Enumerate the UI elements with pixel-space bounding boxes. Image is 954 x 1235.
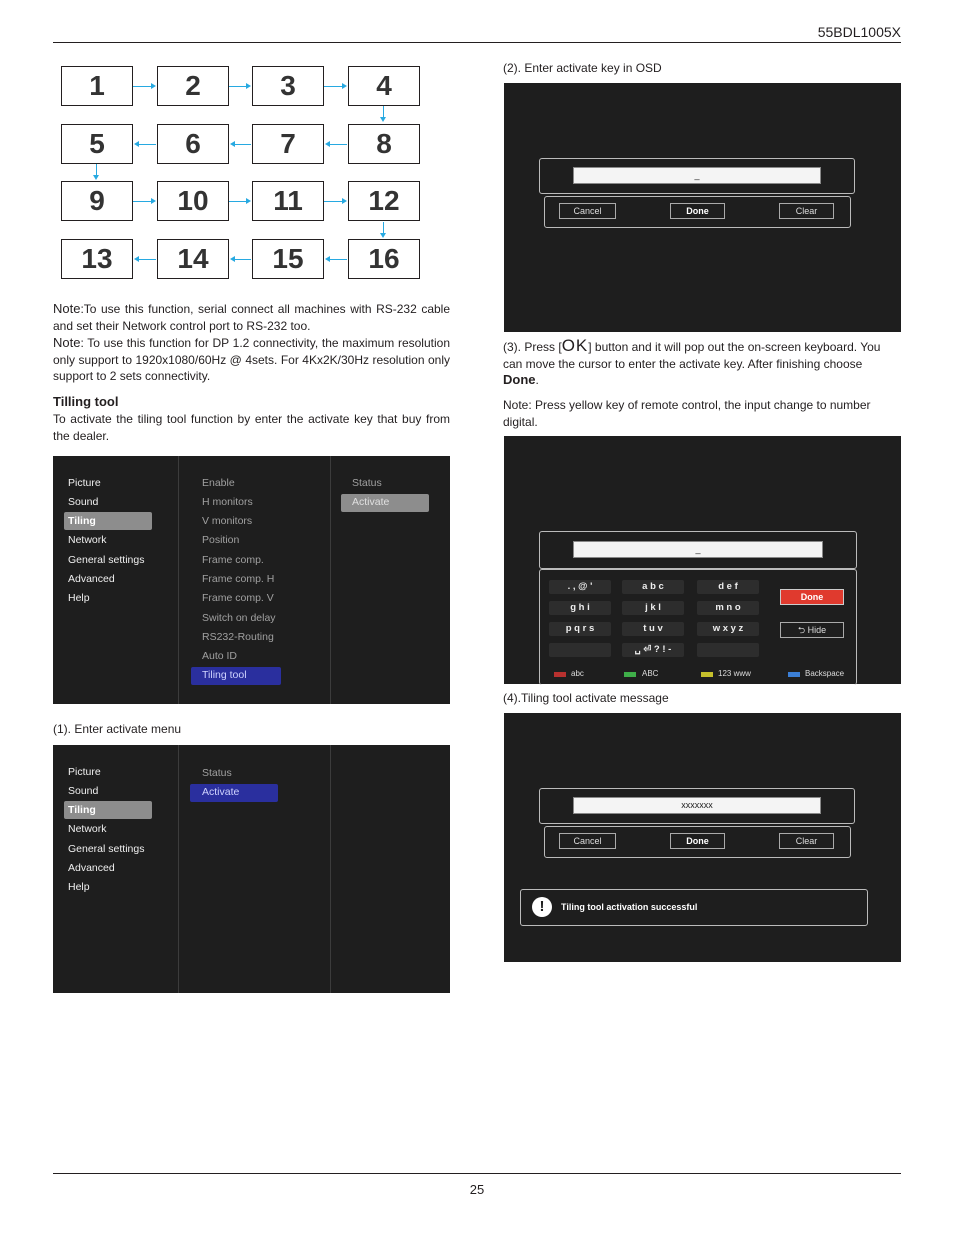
grid-cell: 6 (157, 124, 229, 164)
submenu-item[interactable]: Frame comp. H (202, 573, 275, 585)
arrow-right-icon (342, 198, 347, 204)
arrow-left-icon (330, 259, 347, 260)
status-label: Status (202, 767, 232, 779)
submenu-item[interactable]: Switch on delay (202, 612, 276, 624)
done-button[interactable]: Done (670, 833, 725, 849)
grid-cell: 9 (61, 181, 133, 221)
activate-key-input[interactable]: _ (573, 167, 821, 184)
arrow-right-icon (151, 83, 156, 89)
green-key-icon (624, 672, 636, 677)
ok-icon: OK (561, 336, 589, 355)
step3-pre: (3). Press [ (503, 340, 562, 354)
column-divider (178, 456, 179, 704)
clear-button[interactable]: Clear (779, 833, 834, 849)
yellow-key-icon (701, 672, 713, 677)
menu-item[interactable]: Network (68, 823, 107, 835)
arrow-right-icon (229, 201, 246, 202)
done-word: Done (503, 372, 536, 387)
status-label: Status (352, 477, 382, 489)
legend-label: 123 www (718, 669, 751, 678)
arrow-left-icon (139, 259, 156, 260)
key-group[interactable]: j k l (645, 602, 661, 613)
grid-cell: 10 (157, 181, 229, 221)
column-divider (330, 745, 331, 993)
arrow-right-icon (151, 198, 156, 204)
menu-item[interactable]: Sound (68, 785, 99, 797)
caption: (4).Tiling tool activate message (503, 691, 669, 705)
submenu-item[interactable]: H monitors (202, 496, 253, 508)
grid-cell: 3 (252, 66, 324, 106)
page-number: 25 (469, 1182, 485, 1197)
menu-item[interactable]: Help (68, 881, 90, 893)
menu-item[interactable]: Advanced (68, 573, 115, 585)
note-text: : To use this function for DP 1.2 connectivity, the maximum resolution only support to 1920x1080/60Hz @ 4sets. For 4Kx2K/30Hz resolution only support to 2 sets connectivity. (53, 336, 450, 383)
grid-cell: 5 (61, 124, 133, 164)
submenu-item[interactable]: RS232-Routing (202, 631, 274, 643)
submenu-item[interactable]: Enable (202, 477, 235, 489)
menu-item[interactable]: Advanced (68, 862, 115, 874)
clear-button[interactable]: Clear (779, 203, 834, 219)
menu-item[interactable]: General settings (68, 554, 145, 566)
grid-cell: 12 (348, 181, 420, 221)
note-label: Note (53, 335, 81, 350)
caption: (1). Enter activate menu (53, 722, 182, 736)
step3-note: Note: Press yellow key of remote control, the input change to number digital. (503, 398, 871, 429)
arrow-right-icon (246, 198, 251, 204)
osd-activate-key (504, 83, 901, 332)
model-number: 55BDL1005X (817, 24, 901, 40)
legend-label: Backspace (805, 669, 845, 678)
arrow-left-icon (139, 144, 156, 145)
menu-item[interactable]: General settings (68, 843, 145, 855)
arrow-down-icon (380, 233, 386, 238)
header-rule (53, 42, 901, 43)
grid-cell: 13 (61, 239, 133, 279)
grid-cell: 11 (252, 181, 324, 221)
grid-cell: 2 (157, 66, 229, 106)
submenu-item-selected[interactable]: Tiling tool (202, 669, 247, 681)
arrow-down-icon (93, 175, 99, 180)
legend-label: ABC (642, 669, 659, 678)
note-dp12 (53, 335, 450, 385)
done-button[interactable]: Done (670, 203, 725, 219)
grid-cell: 16 (348, 239, 420, 279)
submenu-item[interactable]: Auto ID (202, 650, 238, 662)
footer-rule (53, 1173, 901, 1174)
key-group[interactable]: w x y z (712, 623, 744, 634)
exclamation-icon: ! (532, 897, 552, 917)
key-group[interactable]: p q r s (565, 623, 595, 634)
arrow-right-icon (324, 201, 342, 202)
section-heading: Tilling tool (53, 394, 119, 409)
note-label: Note (53, 301, 81, 316)
arrow-left-icon (330, 144, 347, 145)
menu-item[interactable]: Sound (68, 496, 99, 508)
arrow-right-icon (246, 83, 251, 89)
arrow-right-icon (229, 86, 246, 87)
key-group[interactable]: t u v (643, 623, 663, 634)
key-group[interactable]: a b c (642, 581, 664, 592)
activate-option[interactable]: Activate (202, 786, 240, 798)
key-bg (697, 643, 759, 657)
key-group[interactable]: d e f (718, 581, 738, 592)
legend-label: abc (571, 669, 584, 678)
caption: (2). Enter activate key in OSD (503, 61, 662, 75)
grid-cell: 4 (348, 66, 420, 106)
note-text: :To use this function, serial connect all machines with RS-232 cable and set their Network control port to RS-232 too. (53, 302, 450, 333)
success-message: Tiling tool activation successful (561, 902, 698, 912)
grid-cell: 14 (157, 239, 229, 279)
red-key-icon (554, 672, 566, 677)
submenu-item[interactable]: Frame comp. V (202, 592, 274, 604)
key-group[interactable]: . , @ ' (567, 581, 593, 592)
activate-option[interactable]: Activate (352, 496, 390, 508)
column-divider (178, 745, 179, 993)
submenu-item[interactable]: V monitors (202, 515, 253, 527)
activate-key-input[interactable]: xxxxxxx (573, 797, 821, 814)
hide-button[interactable]: ⮌ Hide (780, 622, 844, 638)
key-bg (549, 643, 611, 657)
grid-cell: 15 (252, 239, 324, 279)
menu-item[interactable]: Network (68, 534, 107, 546)
cancel-button[interactable]: Cancel (559, 203, 616, 219)
menu-item-selected[interactable]: Tiling (68, 804, 96, 816)
grid-cell: 7 (252, 124, 324, 164)
arrow-down-icon (380, 117, 386, 122)
submenu-item[interactable]: Frame comp. (202, 554, 264, 566)
step3-end: . (535, 373, 539, 387)
note-rs232 (53, 301, 450, 334)
activate-key-input[interactable]: _ (573, 541, 823, 558)
step3-post: ] button and it will pop out the on-screen keyboard. You can move the cursor to enter the activate key. After finishing choose (503, 340, 881, 371)
column-divider (330, 456, 331, 704)
arrow-right-icon (342, 83, 347, 89)
key-group[interactable]: m n o (715, 602, 741, 613)
arrow-left-icon (235, 144, 251, 145)
menu-item[interactable]: Picture (68, 766, 101, 778)
osd-tiling-menu (53, 456, 450, 704)
arrow-right-icon (133, 201, 151, 202)
grid-cell: 8 (348, 124, 420, 164)
grid-cell: 1 (61, 66, 133, 106)
done-button[interactable]: Done (780, 589, 844, 605)
key-group[interactable]: g h i (570, 602, 590, 613)
osd-activate-message (504, 713, 901, 962)
arrow-right-icon (133, 86, 151, 87)
menu-item[interactable]: Picture (68, 477, 101, 489)
key-group[interactable]: ␣ ⏎ ? ! - (634, 644, 672, 655)
cancel-button[interactable]: Cancel (559, 833, 616, 849)
menu-item[interactable]: Help (68, 592, 90, 604)
menu-item-selected[interactable]: Tiling (68, 515, 96, 527)
section-body: To activate the tiling tool function by enter the activate key that buy from the dealer. (53, 412, 450, 443)
arrow-left-icon (235, 259, 251, 260)
step3-text (503, 338, 900, 389)
osd-activate-menu (53, 745, 450, 993)
osd-keyboard (504, 436, 901, 684)
submenu-item[interactable]: Position (202, 534, 240, 546)
arrow-right-icon (324, 86, 342, 87)
blue-key-icon (788, 672, 800, 677)
